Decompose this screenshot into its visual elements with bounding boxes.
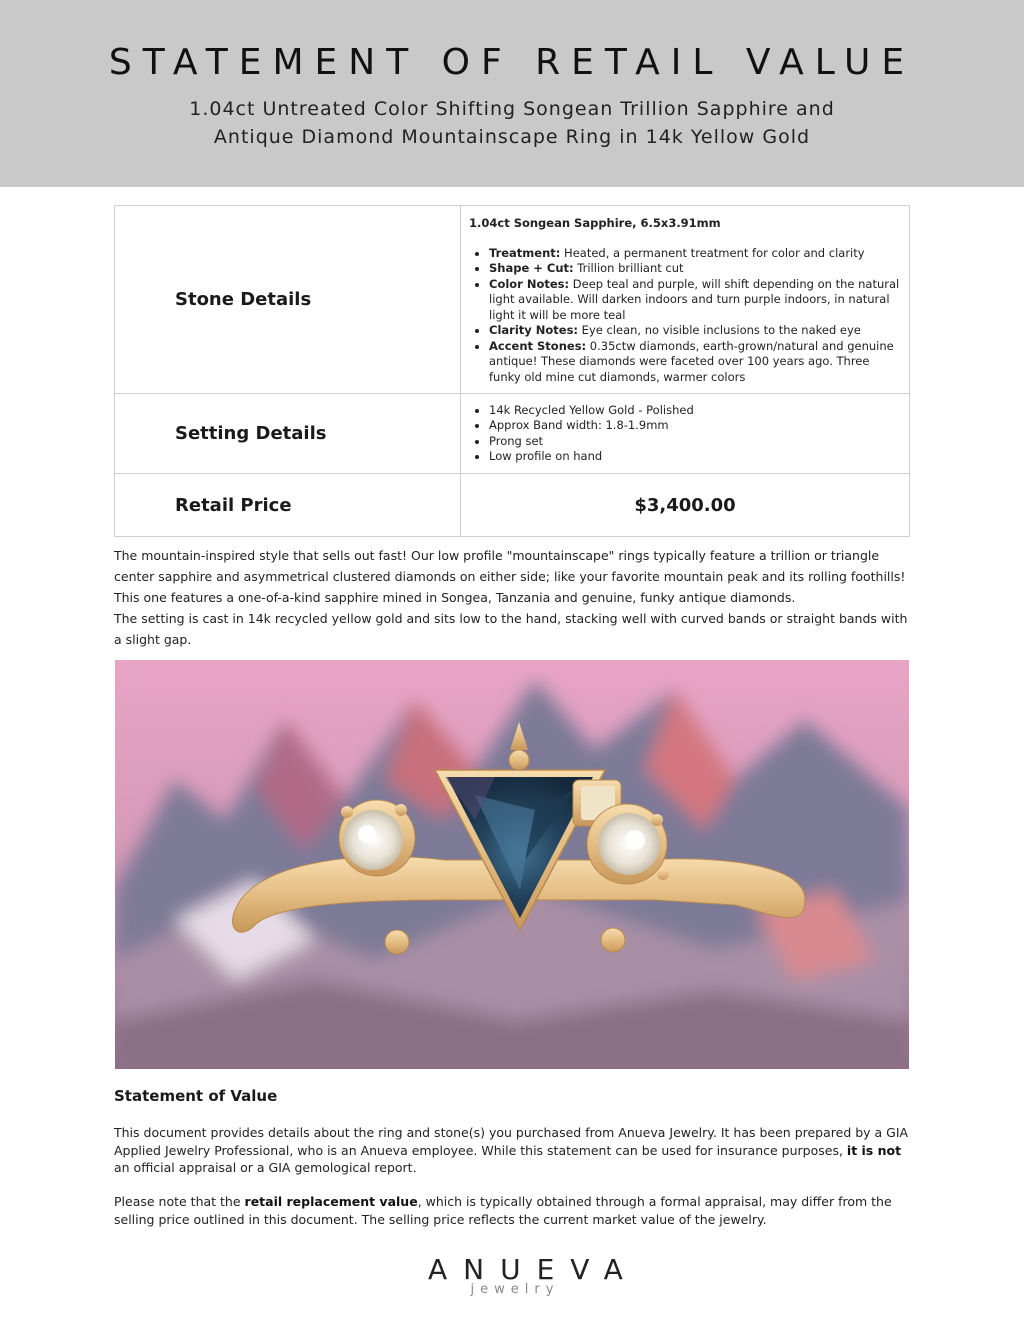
- ring-illustration: [115, 660, 909, 1069]
- stone-details-list: [469, 246, 901, 386]
- list-item: • 14k Recycled Yellow Gold - Polished: [489, 403, 901, 419]
- setting-details-content: [461, 394, 910, 474]
- statement-of-value-title: Statement of Value: [114, 1087, 278, 1105]
- list-item: • Color Notes: Deep teal and purple, will shift depending on the natural light available. Will darken indoors and turn purple indoors, in natural light it will be more teal: [489, 277, 901, 324]
- stone-details-row: [115, 206, 910, 394]
- setting-details-label: Setting Details: [115, 394, 461, 474]
- stone-details-label: Stone Details: [115, 206, 461, 394]
- statement-paragraph-1: This document provides details about the ring and stone(s) you purchased from Anueva Jewelry. It has been prepared by a GIA Applied Jewelry Professional, who is an Anueva employee. While this statement can be used for insurance purposes, it is not an official appraisal or a GIA gemological report.: [114, 1125, 909, 1175]
- retail-price-value: $3,400.00: [461, 474, 910, 537]
- logo-tagline: jewelry: [470, 1282, 560, 1297]
- description-paragraph-2: The setting is cast in 14k recycled yellow gold and sits low to the hand, stacking well with curved bands or straight bands with a slight gap.: [114, 611, 908, 647]
- logo-brand: ANUEVA: [428, 1253, 639, 1286]
- stone-details-content: [461, 206, 910, 394]
- description-paragraph-1: The mountain-inspired style that sells out fast! Our low profile "mountainscape" rings typically feature a trillion or triangle center sapphire and asymmetrical clustered diamonds on either side; like your favorite mountain peak and its rolling foothills! This one features a one-of-a-kind sapphire mined in Songea, Tanzania and genuine, funky antique diamonds.: [114, 548, 906, 605]
- list-item: • Low profile on hand: [489, 449, 901, 465]
- setting-details-row: [115, 394, 910, 474]
- details-table: [114, 205, 910, 537]
- list-item: • Shape + Cut: Trillion brilliant cut: [489, 261, 901, 277]
- list-item: • Accent Stones: 0.35ctw diamonds, earth-grown/natural and genuine antique! These diamonds were faceted over 100 years ago. Three funky old mine cut diamonds, warmer colors: [489, 339, 901, 386]
- list-item: • Clarity Notes: Eye clean, no visible inclusions to the naked eye: [489, 323, 901, 339]
- list-item: • Prong set: [489, 434, 901, 450]
- statement-paragraph-2: Please note that the retail replacement value, which is typically obtained through a formal appraisal, may differ from the selling price outlined in this document. The selling price reflects the current market value of the jewelry.: [114, 1194, 892, 1227]
- retail-price-row: [115, 474, 910, 537]
- setting-details-list: [469, 403, 901, 465]
- header-banner: [0, 0, 1024, 187]
- subtitle-line-1: 1.04ct Untreated Color Shifting Songean Trillion Sapphire and: [189, 98, 835, 120]
- document-subtitle: [0, 95, 1024, 151]
- list-item: • Approx Band width: 1.8-1.9mm: [489, 418, 901, 434]
- anueva-logo: [412, 1253, 639, 1297]
- product-description: [114, 545, 914, 650]
- list-item: • Treatment: Heated, a permanent treatment for color and clarity: [489, 246, 901, 262]
- retail-price-label: Retail Price: [115, 474, 461, 537]
- document-title: STATEMENT OF RETAIL VALUE: [108, 42, 916, 83]
- subtitle-line-2: Antique Diamond Mountainscape Ring in 14k Yellow Gold: [213, 126, 811, 148]
- stone-heading: 1.04ct Songean Sapphire, 6.5x3.91mm: [469, 216, 721, 230]
- ring-photo: [115, 660, 909, 1069]
